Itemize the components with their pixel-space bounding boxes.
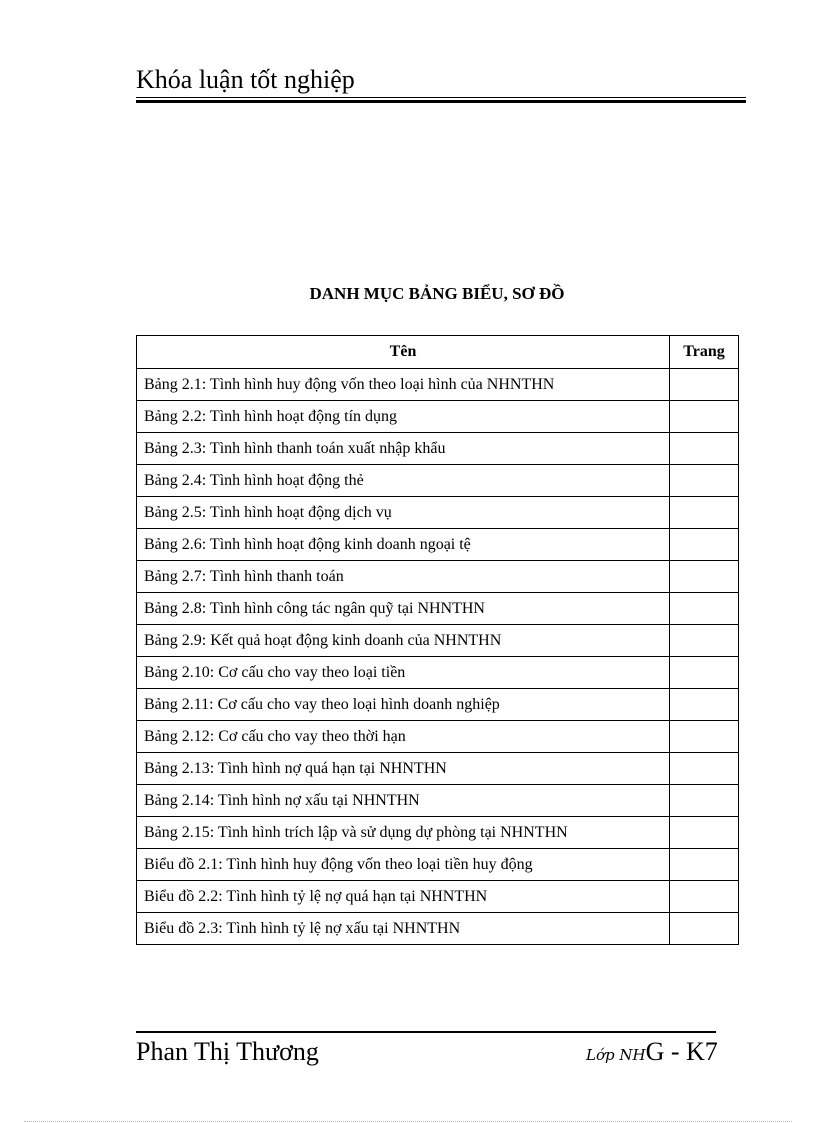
header-divider-thick [136, 100, 746, 103]
table-row [137, 561, 739, 593]
table-cell-page [670, 657, 739, 689]
table-cell-page [670, 689, 739, 721]
header-divider-thin [136, 97, 746, 98]
page-edge-dotted-line [24, 1121, 792, 1122]
table-cell-page [670, 913, 739, 945]
table-row [137, 849, 739, 881]
table-cell-page [670, 497, 739, 529]
table-cell-name: Bảng 2.14: Tình hình nợ xấu tại NHNTHN [137, 785, 670, 817]
table-row [137, 881, 739, 913]
table-cell-page [670, 881, 739, 913]
table-cell-name: Bảng 2.15: Tình hình trích lập và sử dụng dự phòng tại NHNTHN [137, 817, 670, 849]
list-of-tables [136, 335, 739, 945]
table-cell-name: Bảng 2.13: Tình hình nợ quá hạn tại NHNTHN [137, 753, 670, 785]
footer-class [586, 1036, 718, 1071]
table-cell-page [670, 785, 739, 817]
footer-author: Phan Thị Thương [136, 1037, 319, 1066]
table-cell-name: Bảng 2.5: Tình hình hoạt động dịch vụ [137, 497, 670, 529]
table-row [137, 529, 739, 561]
table-cell-page [670, 849, 739, 881]
table-cell-page [670, 625, 739, 657]
table-row [137, 433, 739, 465]
table-cell-name: Bảng 2.8: Tình hình công tác ngân quỹ tại NHNTHN [137, 593, 670, 625]
table-cell-page [670, 753, 739, 785]
table-cell-name: Bảng 2.3: Tình hình thanh toán xuất nhập khẩu [137, 433, 670, 465]
table-cell-page [670, 401, 739, 433]
table-row [137, 785, 739, 817]
table-row [137, 497, 739, 529]
table-cell-name: Bảng 2.1: Tình hình huy động vốn theo loại hình của NHNTHN [137, 369, 670, 401]
table-cell-page [670, 369, 739, 401]
table-cell-name: Bảng 2.9: Kết quả hoạt động kinh doanh của NHNTHN [137, 625, 670, 657]
table-cell-page [670, 465, 739, 497]
table-cell-page [670, 433, 739, 465]
table-row [137, 369, 739, 401]
table-row [137, 753, 739, 785]
table-row [137, 401, 739, 433]
table-cell-name: Bảng 2.4: Tình hình hoạt động thẻ [137, 465, 670, 497]
table-cell-page [670, 721, 739, 753]
table-row [137, 625, 739, 657]
table-row [137, 721, 739, 753]
column-header-name: Tên [137, 336, 670, 369]
table-cell-name: Bảng 2.12: Cơ cấu cho vay theo thời hạn [137, 721, 670, 753]
table-row [137, 657, 739, 689]
table-cell-page [670, 561, 739, 593]
table-cell-name: Bảng 2.7: Tình hình thanh toán [137, 561, 670, 593]
table-row [137, 593, 739, 625]
table-cell-name: Bảng 2.10: Cơ cấu cho vay theo loại tiền [137, 657, 670, 689]
table-cell-name: Bảng 2.2: Tình hình hoạt động tín dụng [137, 401, 670, 433]
table-cell-name: Biểu đồ 2.3: Tình hình tỷ lệ nợ xấu tại NHNTHN [137, 913, 670, 945]
column-header-page: Trang [670, 336, 739, 369]
page-header-title: Khóa luận tốt nghiệp [136, 65, 355, 94]
table-cell-page [670, 529, 739, 561]
table-row [137, 817, 739, 849]
table-row [137, 913, 739, 945]
footer-divider [136, 1031, 716, 1033]
table-cell-page [670, 593, 739, 625]
table-cell-name: Bảng 2.6: Tình hình hoạt động kinh doanh ngoại tệ [137, 529, 670, 561]
table-cell-name: Bảng 2.11: Cơ cấu cho vay theo loại hình doanh nghiệp [137, 689, 670, 721]
footer-class-code: G - K7 [645, 1037, 718, 1066]
table-row [137, 689, 739, 721]
table-header-row [137, 336, 739, 369]
table-cell-page [670, 817, 739, 849]
section-heading: DANH MỤC BẢNG BIỂU, SƠ ĐỒ [309, 284, 565, 303]
table-cell-name: Biểu đồ 2.2: Tình hình tỷ lệ nợ quá hạn tại NHNTHN [137, 881, 670, 913]
footer-class-script: Lớp NH [586, 1046, 646, 1064]
table-cell-name: Biểu đồ 2.1: Tình hình huy động vốn theo loại tiền huy động [137, 849, 670, 881]
table-row [137, 465, 739, 497]
